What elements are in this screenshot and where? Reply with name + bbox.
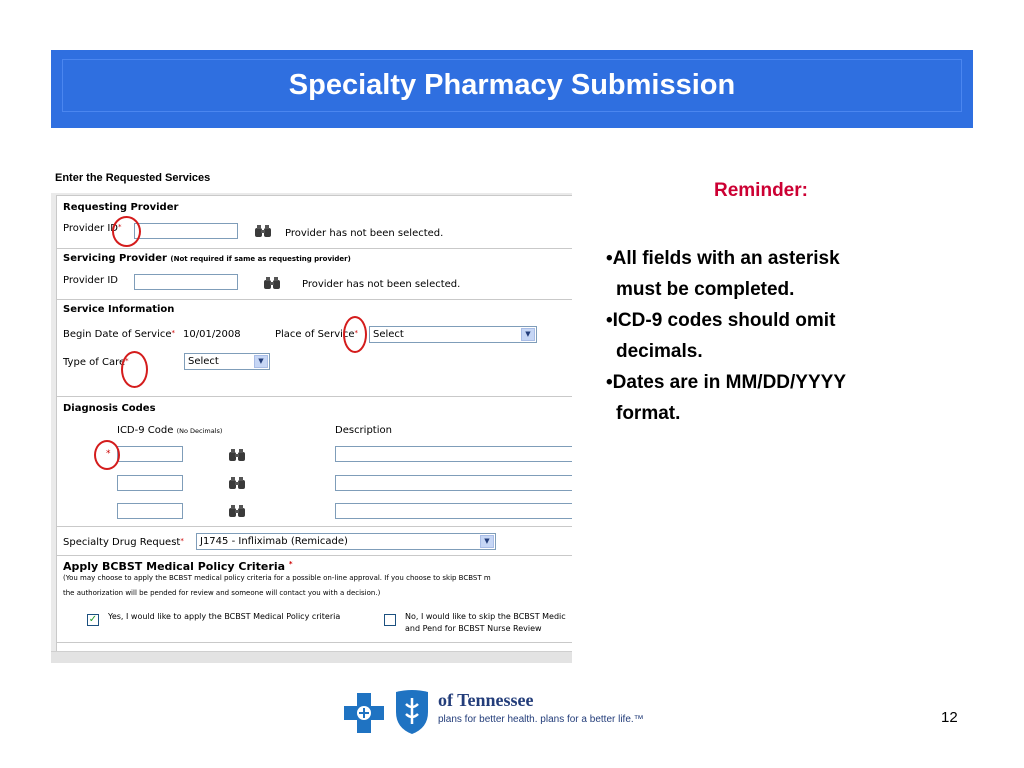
servicing-provider-status: Provider has not been selected.: [302, 279, 461, 290]
chevron-down-icon[interactable]: ▼: [254, 355, 268, 368]
section-divider: [57, 642, 572, 643]
begin-date-label: Begin Date of Service*: [63, 329, 176, 340]
begin-date-value[interactable]: 10/01/2008: [183, 329, 241, 340]
policy-criteria-text: the authorization will be pended for review and someone will contact you with a decision.): [63, 589, 381, 597]
servicing-provider-id-label: Provider ID: [63, 275, 118, 286]
place-of-service-label: Place of Service*: [275, 329, 359, 340]
title-banner: [51, 50, 973, 128]
place-of-service-select[interactable]: Select ▼: [369, 326, 537, 343]
icd9-code-input[interactable]: [117, 475, 183, 491]
chevron-down-icon[interactable]: ▼: [521, 328, 535, 341]
icd9-search-icon[interactable]: [228, 448, 246, 462]
description-input[interactable]: [335, 503, 572, 519]
section-divider: [57, 526, 572, 527]
annotation-circle: [343, 316, 367, 353]
reminder-item: •ICD-9 codes should omit: [606, 310, 836, 331]
service-information-title: Service Information: [63, 304, 175, 315]
service-request-form: [51, 193, 572, 663]
annotation-circle: [94, 440, 120, 470]
description-input[interactable]: [335, 475, 572, 491]
annotation-circle: [112, 216, 141, 247]
icd9-code-input[interactable]: [117, 446, 183, 462]
annotation-circle: [121, 351, 148, 388]
icd9-search-icon[interactable]: [228, 476, 246, 490]
blue-cross-icon: [342, 691, 386, 735]
icd9-code-label: ICD-9 Code (No Decimals): [117, 425, 223, 436]
slide-title: Specialty Pharmacy Submission: [288, 69, 736, 101]
diagnosis-codes-title: Diagnosis Codes: [63, 403, 156, 414]
servicing-provider-note: (Not required if same as requesting provider): [170, 255, 351, 263]
reminder-item-continued: format.: [616, 403, 681, 424]
requesting-provider-id-label: Provider ID*: [63, 223, 122, 234]
icd9-code-input[interactable]: [117, 503, 183, 519]
reminder-list: [606, 243, 966, 429]
requesting-provider-id-input[interactable]: [134, 223, 238, 239]
skip-policy-checkbox[interactable]: [384, 614, 396, 626]
description-input[interactable]: [335, 446, 572, 462]
skip-policy-option-label-2: and Pend for BCBST Nurse Review: [405, 624, 542, 633]
icd9-search-icon[interactable]: [228, 504, 246, 518]
icd9-no-decimals-note: (No Decimals): [176, 427, 223, 435]
specialty-drug-label: Specialty Drug Request*: [63, 537, 184, 548]
servicing-provider-id-input[interactable]: [134, 274, 238, 290]
form-panel: [56, 195, 572, 653]
reminder-item: •Dates are in MM/DD/YYYY: [606, 372, 846, 393]
horizontal-scrollbar[interactable]: [51, 651, 572, 663]
type-of-care-select[interactable]: Select ▼: [184, 353, 270, 370]
check-icon: ✓: [88, 614, 98, 625]
blue-shield-icon: [392, 688, 432, 736]
page-number: 12: [941, 709, 958, 726]
policy-criteria-title: Apply BCBST Medical Policy Criteria *: [63, 560, 293, 573]
servicing-provider-search-icon[interactable]: [263, 276, 281, 290]
section-divider: [57, 555, 572, 556]
section-divider: [57, 396, 572, 397]
section-divider: [57, 299, 572, 300]
requesting-provider-title: Requesting Provider: [63, 202, 179, 213]
reminder-item-continued: decimals.: [616, 341, 703, 362]
section-divider: [57, 248, 572, 249]
reminder-title: Reminder:: [714, 180, 808, 201]
servicing-provider-title: Servicing Provider (Not required if same as requesting provider): [63, 253, 351, 264]
apply-policy-option-label: Yes, I would like to apply the BCBST Medical Policy criteria: [108, 612, 341, 621]
apply-policy-checkbox[interactable]: [87, 614, 99, 626]
chevron-down-icon[interactable]: ▼: [480, 535, 494, 548]
skip-policy-option-label: No, I would like to skip the BCBST Medic: [405, 612, 566, 621]
reminder-item: •All fields with an asterisk: [606, 248, 840, 269]
policy-criteria-text: (You may choose to apply the BCBST medical policy criteria for a possible on-line approval. If you choose to skip BCBST m: [63, 574, 491, 582]
logo-wordmark: of Tennessee: [438, 690, 534, 710]
bcbst-logo: [342, 686, 672, 742]
logo-tagline: plans for better health. plans for a better life.™: [438, 714, 644, 725]
form-heading: Enter the Requested Services: [55, 172, 211, 184]
specialty-drug-select[interactable]: J1745 - Infliximab (Remicade) ▼: [196, 533, 496, 550]
reminder-item-continued: must be completed.: [616, 279, 795, 300]
description-column-label: Description: [335, 425, 392, 436]
type-of-care-label: Type of Care*: [63, 357, 129, 368]
requesting-provider-search-icon[interactable]: [254, 224, 272, 238]
requesting-provider-status: Provider has not been selected.: [285, 228, 444, 239]
required-asterisk: *: [106, 449, 111, 459]
